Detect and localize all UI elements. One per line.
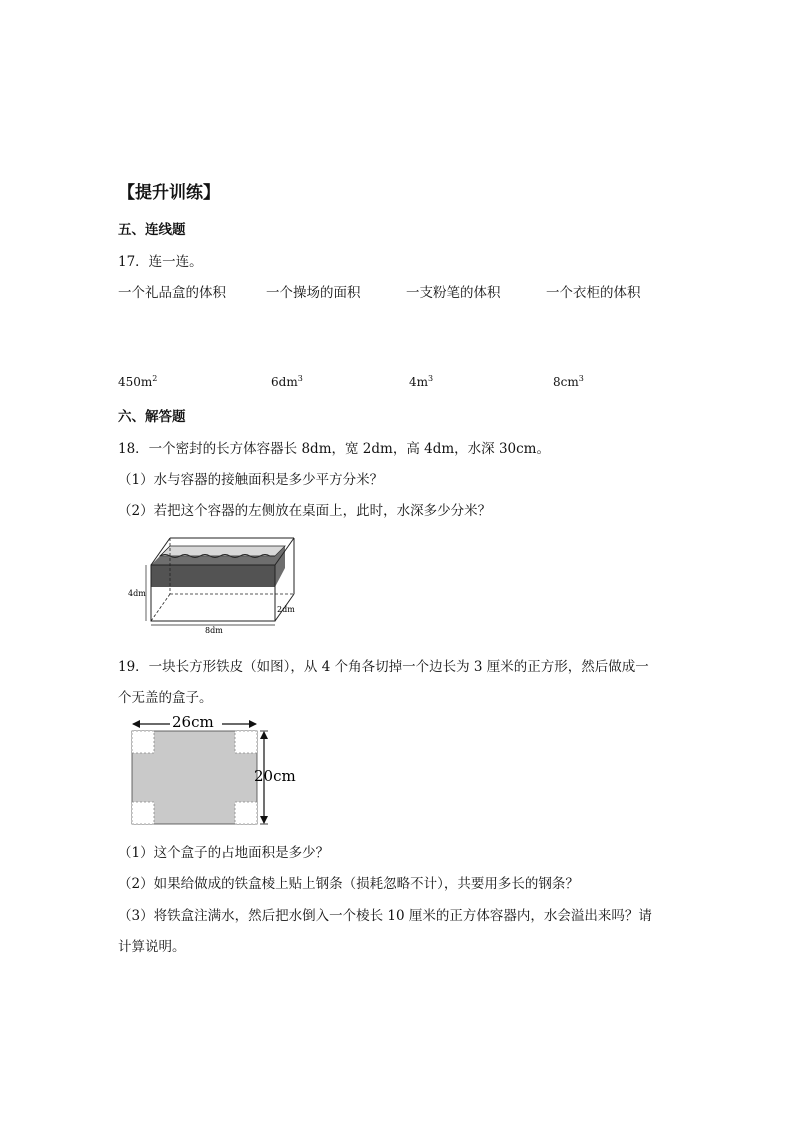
q17-prompt: 17．连一连。 xyxy=(118,254,203,270)
width-label: 2dm xyxy=(277,605,295,614)
cut-corner-bottom-left xyxy=(132,802,154,824)
arrow-head xyxy=(249,720,257,728)
section-6-title: 六、解答题 xyxy=(118,409,186,425)
q17-unit-3: $4m^3$ xyxy=(409,374,434,389)
arrow-head xyxy=(132,720,140,728)
q19-sheet-figure xyxy=(125,712,310,827)
q18-text: 18．一个密封的长方体容器长 8dm，宽 2dm，高 4dm，水深 30cm。 xyxy=(118,441,550,457)
q17-item-wardrobe: 一个衣柜的体积 xyxy=(546,285,641,301)
q19-sub3-line2: 计算说明。 xyxy=(118,939,186,955)
q19-sub3-line1: （3）将铁盒注满水，然后把水倒入一个棱长 10 厘米的正方体容器内，水会溢出来吗？请 xyxy=(118,908,652,924)
cut-corner-top-right xyxy=(235,731,257,753)
arrow-head xyxy=(260,816,268,824)
section-5-title: 五、连线题 xyxy=(118,222,186,238)
q19-text-line1: 19．一块长方形铁皮（如图），从 4 个角各切掉一个边长为 3 厘米的正方形，然后做成一 xyxy=(118,659,649,675)
q17-unit-4: $8cm^3$ xyxy=(553,374,584,389)
hidden-edge xyxy=(151,594,170,621)
q17-unit-2: $6dm^3$ xyxy=(271,374,303,389)
q18-sub1: （1）水与容器的接触面积是多少平方分米？ xyxy=(118,472,384,488)
q19-sub1: （1）这个盒子的占地面积是多少？ xyxy=(118,845,330,861)
q17-item-gift-box: 一个礼品盒的体积 xyxy=(118,285,226,301)
page-heading: 【提升训练】 xyxy=(118,183,220,203)
cut-corner-top-left xyxy=(132,731,154,753)
q19-text-line2: 个无盖的盒子。 xyxy=(118,690,213,706)
cut-corner-bottom-right xyxy=(235,802,257,824)
q19-sub2: （2）如果给做成的铁盒棱上贴上钢条（损耗忽略不计），共要用多长的钢条？ xyxy=(118,876,579,892)
q18-sub2: （2）若把这个容器的左侧放在桌面上，此时，水深多少分米？ xyxy=(118,503,492,519)
q18-container-figure xyxy=(125,530,315,635)
length-label: 8dm xyxy=(205,626,223,635)
q17-item-chalk: 一支粉笔的体积 xyxy=(406,285,501,301)
height-label: 4dm xyxy=(128,589,146,598)
sheet-width-label: 20cm xyxy=(254,767,296,785)
arrow-head xyxy=(260,731,268,739)
sheet-length-label: 26cm xyxy=(172,713,214,731)
q17-item-playground: 一个操场的面积 xyxy=(266,285,361,301)
q17-unit-1: $450m^2$ xyxy=(118,374,158,389)
